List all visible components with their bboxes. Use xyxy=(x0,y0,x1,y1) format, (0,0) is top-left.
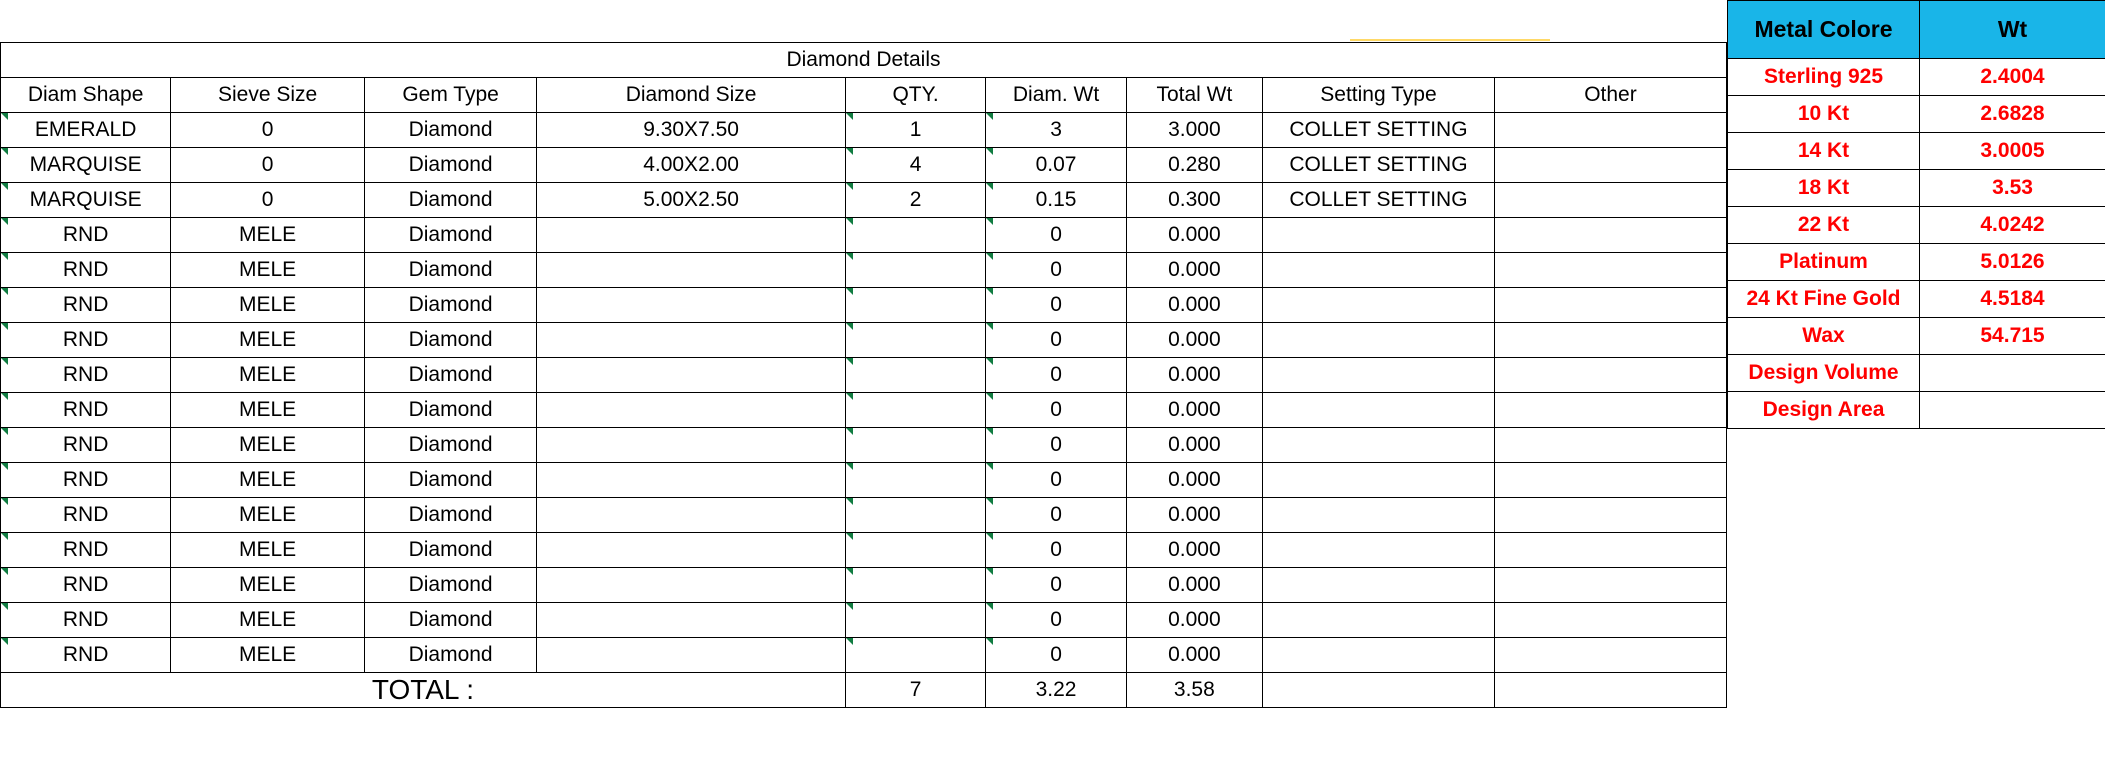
cell-flag-icon xyxy=(846,428,853,435)
cell-flag-icon xyxy=(986,323,993,330)
table-row[interactable] xyxy=(1,253,1727,288)
table-cell[interactable]: RND xyxy=(1,428,171,463)
table-cell[interactable] xyxy=(537,288,846,323)
table-cell[interactable] xyxy=(1262,463,1494,498)
table-cell[interactable]: MELE xyxy=(171,498,365,533)
table-cell[interactable] xyxy=(1494,288,1726,323)
table-cell[interactable] xyxy=(1494,393,1726,428)
table-cell[interactable]: 0 xyxy=(986,638,1126,673)
table-cell[interactable]: Diamond xyxy=(364,533,536,568)
table-cell[interactable]: Diamond xyxy=(364,498,536,533)
column-header: Diam. Wt xyxy=(986,78,1126,113)
metal-weight-cell[interactable]: 4.5184 xyxy=(1920,281,2105,318)
diamond-details-table-wrapper xyxy=(0,42,1727,708)
sheet-underline-artifact xyxy=(1350,39,1550,41)
cell-flag-icon xyxy=(1,358,8,365)
cell-flag-icon xyxy=(986,218,993,225)
table-cell[interactable] xyxy=(1494,253,1726,288)
table-cell[interactable]: 9.30X7.50 xyxy=(537,113,846,148)
total-label: TOTAL : xyxy=(1,673,846,708)
table-cell[interactable] xyxy=(1262,568,1494,603)
table-cell[interactable] xyxy=(537,568,846,603)
cell-flag-icon xyxy=(1,533,8,540)
metal-row[interactable] xyxy=(1728,281,2105,318)
cell-flag-icon xyxy=(986,113,993,120)
table-cell[interactable]: MELE xyxy=(171,253,365,288)
table-cell[interactable]: RND xyxy=(1,533,171,568)
metal-weight-cell[interactable]: 3.53 xyxy=(1920,170,2105,207)
cell-flag-icon xyxy=(846,358,853,365)
table-cell[interactable]: MELE xyxy=(171,218,365,253)
table-cell[interactable] xyxy=(1262,498,1494,533)
table-cell[interactable] xyxy=(1262,218,1494,253)
cell-flag-icon xyxy=(846,498,853,505)
table-cell[interactable] xyxy=(1262,288,1494,323)
table-cell[interactable] xyxy=(845,428,985,463)
table-cell[interactable]: Diamond xyxy=(364,603,536,638)
table-cell[interactable] xyxy=(1494,183,1726,218)
cell-flag-icon xyxy=(1,288,8,295)
column-header: Other xyxy=(1494,78,1726,113)
table-cell[interactable]: 1 xyxy=(845,113,985,148)
table-cell[interactable] xyxy=(845,393,985,428)
table-cell[interactable]: MARQUISE xyxy=(1,148,171,183)
cell-flag-icon xyxy=(1,463,8,470)
table-cell[interactable] xyxy=(537,253,846,288)
table-cell[interactable]: RND xyxy=(1,568,171,603)
column-header: Diam Shape xyxy=(1,78,171,113)
cell-flag-icon xyxy=(986,393,993,400)
metal-column-header: Wt xyxy=(1920,1,2105,59)
table-cell[interactable] xyxy=(845,498,985,533)
table-cell[interactable] xyxy=(845,603,985,638)
table-row[interactable] xyxy=(1,218,1727,253)
table-row[interactable] xyxy=(1,148,1727,183)
cell-flag-icon xyxy=(1,183,8,190)
cell-flag-icon xyxy=(986,533,993,540)
table-cell[interactable]: RND xyxy=(1,288,171,323)
table-cell[interactable] xyxy=(537,498,846,533)
cell-flag-icon xyxy=(986,253,993,260)
cell-flag-icon xyxy=(986,288,993,295)
table-cell[interactable]: 0.000 xyxy=(1126,638,1262,673)
table-cell[interactable]: MELE xyxy=(171,393,365,428)
table-cell[interactable] xyxy=(845,463,985,498)
table-cell[interactable]: COLLET SETTING xyxy=(1262,183,1494,218)
table-cell[interactable]: RND xyxy=(1,638,171,673)
metal-row[interactable] xyxy=(1728,355,2105,392)
table-cell[interactable]: RND xyxy=(1,218,171,253)
table-row[interactable] xyxy=(1,568,1727,603)
table-row[interactable] xyxy=(1,638,1727,673)
table-cell[interactable] xyxy=(537,218,846,253)
table-cell[interactable]: 0.000 xyxy=(1126,253,1262,288)
table-cell[interactable] xyxy=(537,323,846,358)
metal-weight-cell[interactable]: 3.0005 xyxy=(1920,133,2105,170)
table-cell[interactable]: 0 xyxy=(986,288,1126,323)
table-cell[interactable] xyxy=(1262,603,1494,638)
table-cell[interactable]: 0.000 xyxy=(1126,288,1262,323)
table-cell[interactable]: 0 xyxy=(986,218,1126,253)
metal-row[interactable] xyxy=(1728,133,2105,170)
table-cell[interactable]: 0 xyxy=(986,393,1126,428)
metal-weight-cell[interactable] xyxy=(1920,355,2105,392)
table-cell[interactable]: 5.00X2.50 xyxy=(537,183,846,218)
total-row xyxy=(1,673,1727,708)
table-cell[interactable] xyxy=(1494,428,1726,463)
table-cell[interactable]: RND xyxy=(1,498,171,533)
metal-weight-table-wrapper xyxy=(1727,0,2105,429)
table-cell[interactable]: 0 xyxy=(986,533,1126,568)
table-cell[interactable]: 0.000 xyxy=(1126,323,1262,358)
column-header: Gem Type xyxy=(364,78,536,113)
table-cell[interactable] xyxy=(1262,533,1494,568)
metal-column-header: Metal Colore xyxy=(1728,1,1920,59)
metal-row[interactable] xyxy=(1728,392,2105,429)
cell-flag-icon xyxy=(846,148,853,155)
table-cell[interactable]: 0.000 xyxy=(1126,533,1262,568)
table-cell[interactable] xyxy=(845,568,985,603)
table-cell[interactable]: Diamond xyxy=(364,148,536,183)
metal-weight-cell[interactable]: 54.715 xyxy=(1920,318,2105,355)
table-cell[interactable] xyxy=(845,218,985,253)
table-cell[interactable]: EMERALD xyxy=(1,113,171,148)
table-cell[interactable]: Diamond xyxy=(364,113,536,148)
cell-flag-icon xyxy=(986,428,993,435)
table-cell[interactable]: MELE xyxy=(171,638,365,673)
table-row[interactable] xyxy=(1,358,1727,393)
table-cell[interactable] xyxy=(537,603,846,638)
metal-row[interactable] xyxy=(1728,244,2105,281)
metal-row[interactable] xyxy=(1728,170,2105,207)
table-cell[interactable]: MELE xyxy=(171,428,365,463)
table-row[interactable] xyxy=(1,603,1727,638)
cell-flag-icon xyxy=(1,253,8,260)
table-cell[interactable]: MELE xyxy=(171,603,365,638)
table-cell[interactable]: 2 xyxy=(845,183,985,218)
cell-flag-icon xyxy=(1,638,8,645)
total-diam-wt: 3.22 xyxy=(986,673,1126,708)
table-cell[interactable] xyxy=(1262,428,1494,463)
table-cell[interactable]: Diamond xyxy=(364,428,536,463)
table-cell[interactable]: MELE xyxy=(171,463,365,498)
metal-header-row xyxy=(1728,1,2105,59)
metal-weight-cell[interactable]: 5.0126 xyxy=(1920,244,2105,281)
metal-weight-cell[interactable] xyxy=(1920,392,2105,429)
cell-flag-icon xyxy=(846,253,853,260)
cell-flag-icon xyxy=(986,358,993,365)
metal-name-cell[interactable]: Wax xyxy=(1728,318,1920,355)
cell-flag-icon xyxy=(986,603,993,610)
table-cell[interactable]: 0.000 xyxy=(1126,463,1262,498)
table-cell[interactable]: 0.300 xyxy=(1126,183,1262,218)
table-cell[interactable] xyxy=(845,288,985,323)
table-cell[interactable]: 0.000 xyxy=(1126,603,1262,638)
table-cell[interactable]: COLLET SETTING xyxy=(1262,148,1494,183)
table-cell[interactable]: 0.07 xyxy=(986,148,1126,183)
cell-flag-icon xyxy=(1,498,8,505)
total-qty: 7 xyxy=(845,673,985,708)
table-cell[interactable]: 0 xyxy=(986,428,1126,463)
metal-row[interactable] xyxy=(1728,207,2105,244)
table-cell[interactable]: 4 xyxy=(845,148,985,183)
cell-flag-icon xyxy=(986,568,993,575)
metal-name-cell[interactable]: 22 Kt xyxy=(1728,207,1920,244)
table-cell[interactable] xyxy=(537,463,846,498)
table-cell[interactable]: Diamond xyxy=(364,253,536,288)
cell-flag-icon xyxy=(986,183,993,190)
table-cell[interactable]: MARQUISE xyxy=(1,183,171,218)
metal-name-cell[interactable]: Platinum xyxy=(1728,244,1920,281)
table-cell[interactable] xyxy=(1494,148,1726,183)
table-cell[interactable]: 0 xyxy=(986,603,1126,638)
table-cell[interactable]: 0.280 xyxy=(1126,148,1262,183)
table-cell[interactable]: Diamond xyxy=(364,393,536,428)
table-row[interactable] xyxy=(1,323,1727,358)
cell-flag-icon xyxy=(986,148,993,155)
total-setting-type xyxy=(1262,673,1494,708)
table-cell[interactable] xyxy=(845,358,985,393)
table-cell[interactable]: 0.000 xyxy=(1126,358,1262,393)
table-cell[interactable] xyxy=(1494,638,1726,673)
table-cell[interactable]: RND xyxy=(1,358,171,393)
cell-flag-icon xyxy=(846,218,853,225)
table-row[interactable] xyxy=(1,428,1727,463)
cell-flag-icon xyxy=(846,323,853,330)
table-row[interactable] xyxy=(1,498,1727,533)
table-cell[interactable]: RND xyxy=(1,253,171,288)
table-cell[interactable]: RND xyxy=(1,323,171,358)
column-header: QTY. xyxy=(845,78,985,113)
total-other xyxy=(1494,673,1726,708)
cell-flag-icon xyxy=(1,428,8,435)
metal-name-cell[interactable]: 24 Kt Fine Gold xyxy=(1728,281,1920,318)
table-cell[interactable]: 0.15 xyxy=(986,183,1126,218)
table-cell[interactable]: 0 xyxy=(171,148,365,183)
table-cell[interactable]: 0 xyxy=(986,498,1126,533)
metal-weight-cell[interactable]: 2.6828 xyxy=(1920,96,2105,133)
metal-name-cell[interactable]: 10 Kt xyxy=(1728,96,1920,133)
cell-flag-icon xyxy=(986,498,993,505)
table-cell[interactable] xyxy=(1262,358,1494,393)
cell-flag-icon xyxy=(846,113,853,120)
cell-flag-icon xyxy=(986,463,993,470)
cell-flag-icon xyxy=(1,218,8,225)
cell-flag-icon xyxy=(1,603,8,610)
column-header: Setting Type xyxy=(1262,78,1494,113)
table-cell[interactable] xyxy=(1494,533,1726,568)
column-header: Diamond Size xyxy=(537,78,846,113)
metal-row[interactable] xyxy=(1728,318,2105,355)
table-cell[interactable] xyxy=(537,428,846,463)
cell-flag-icon xyxy=(1,323,8,330)
table-cell[interactable]: 0 xyxy=(171,183,365,218)
table-cell[interactable] xyxy=(1262,323,1494,358)
diamond-details-title-row xyxy=(1,43,1727,78)
table-cell[interactable] xyxy=(537,533,846,568)
cell-flag-icon xyxy=(846,568,853,575)
cell-flag-icon xyxy=(846,533,853,540)
table-cell[interactable]: RND xyxy=(1,393,171,428)
table-cell[interactable]: 0.000 xyxy=(1126,218,1262,253)
table-cell[interactable]: 0.000 xyxy=(1126,568,1262,603)
table-cell[interactable] xyxy=(1262,253,1494,288)
cell-flag-icon xyxy=(846,463,853,470)
table-cell[interactable]: Diamond xyxy=(364,358,536,393)
diamond-details-header-row xyxy=(1,78,1727,113)
table-cell[interactable]: Diamond xyxy=(364,463,536,498)
table-cell[interactable]: Diamond xyxy=(364,288,536,323)
column-header: Total Wt xyxy=(1126,78,1262,113)
table-row[interactable] xyxy=(1,393,1727,428)
table-row[interactable] xyxy=(1,183,1727,218)
table-cell[interactable]: Diamond xyxy=(364,568,536,603)
table-cell[interactable]: 3.000 xyxy=(1126,113,1262,148)
table-cell[interactable] xyxy=(537,358,846,393)
table-cell[interactable] xyxy=(1494,498,1726,533)
table-cell[interactable]: 0.000 xyxy=(1126,393,1262,428)
table-cell[interactable]: MELE xyxy=(171,288,365,323)
table-row[interactable] xyxy=(1,533,1727,568)
table-cell[interactable] xyxy=(537,638,846,673)
table-cell[interactable] xyxy=(1494,603,1726,638)
table-cell[interactable] xyxy=(1494,323,1726,358)
table-cell[interactable]: RND xyxy=(1,603,171,638)
metal-name-cell[interactable]: Design Area xyxy=(1728,392,1920,429)
cell-flag-icon xyxy=(1,393,8,400)
metal-row[interactable] xyxy=(1728,59,2105,96)
table-cell[interactable] xyxy=(845,533,985,568)
table-cell[interactable] xyxy=(1494,218,1726,253)
table-cell[interactable] xyxy=(1262,638,1494,673)
cell-flag-icon xyxy=(846,393,853,400)
column-header: Sieve Size xyxy=(171,78,365,113)
table-cell[interactable] xyxy=(1262,393,1494,428)
diamond-details-title: Diamond Details xyxy=(1,43,1727,78)
diamond-details-table xyxy=(0,42,1727,708)
cell-flag-icon xyxy=(846,183,853,190)
table-cell[interactable]: 4.00X2.00 xyxy=(537,148,846,183)
table-cell[interactable]: Diamond xyxy=(364,183,536,218)
table-cell[interactable]: 3 xyxy=(986,113,1126,148)
metal-weight-table xyxy=(1727,0,2105,429)
cell-flag-icon xyxy=(846,288,853,295)
cell-flag-icon xyxy=(986,638,993,645)
metal-name-cell[interactable]: Design Volume xyxy=(1728,355,1920,392)
table-cell[interactable] xyxy=(537,393,846,428)
table-row[interactable] xyxy=(1,463,1727,498)
table-cell[interactable] xyxy=(1494,463,1726,498)
table-cell[interactable]: Diamond xyxy=(364,218,536,253)
table-cell[interactable] xyxy=(845,638,985,673)
table-cell[interactable]: 0 xyxy=(986,568,1126,603)
cell-flag-icon xyxy=(846,603,853,610)
table-cell[interactable] xyxy=(1494,568,1726,603)
table-cell[interactable]: MELE xyxy=(171,323,365,358)
table-cell[interactable]: 0 xyxy=(986,253,1126,288)
table-cell[interactable] xyxy=(845,323,985,358)
table-cell[interactable]: 0 xyxy=(171,113,365,148)
table-cell[interactable]: 0.000 xyxy=(1126,498,1262,533)
cell-flag-icon xyxy=(1,568,8,575)
table-cell[interactable]: 0 xyxy=(986,323,1126,358)
metal-name-cell[interactable]: 14 Kt xyxy=(1728,133,1920,170)
table-cell[interactable]: MELE xyxy=(171,358,365,393)
table-cell[interactable]: MELE xyxy=(171,533,365,568)
cell-flag-icon xyxy=(1,113,8,120)
table-cell[interactable]: RND xyxy=(1,463,171,498)
metal-name-cell[interactable]: 18 Kt xyxy=(1728,170,1920,207)
table-cell[interactable]: Diamond xyxy=(364,323,536,358)
table-cell[interactable]: 0.000 xyxy=(1126,428,1262,463)
total-total-wt: 3.58 xyxy=(1126,673,1262,708)
table-cell[interactable]: Diamond xyxy=(364,638,536,673)
cell-flag-icon xyxy=(1,148,8,155)
table-cell[interactable] xyxy=(1494,358,1726,393)
metal-weight-cell[interactable]: 2.4004 xyxy=(1920,59,2105,96)
table-cell[interactable]: 0 xyxy=(986,463,1126,498)
table-cell[interactable]: COLLET SETTING xyxy=(1262,113,1494,148)
metal-weight-cell[interactable]: 4.0242 xyxy=(1920,207,2105,244)
cell-flag-icon xyxy=(846,638,853,645)
table-cell[interactable]: 0 xyxy=(986,358,1126,393)
table-cell[interactable]: MELE xyxy=(171,568,365,603)
metal-name-cell[interactable]: Sterling 925 xyxy=(1728,59,1920,96)
table-row[interactable] xyxy=(1,288,1727,323)
table-cell[interactable] xyxy=(845,253,985,288)
table-row[interactable] xyxy=(1,113,1727,148)
metal-row[interactable] xyxy=(1728,96,2105,133)
table-cell[interactable] xyxy=(1494,113,1726,148)
